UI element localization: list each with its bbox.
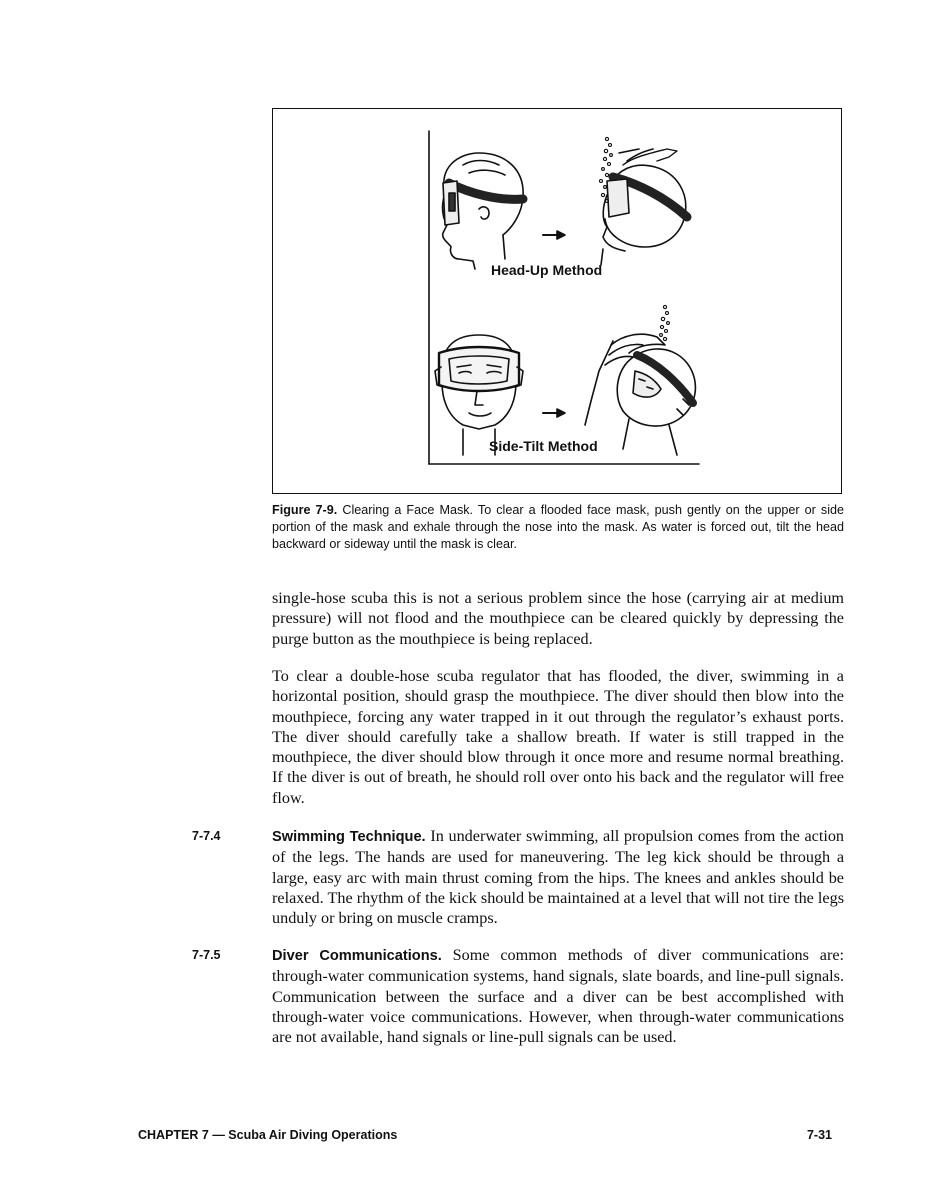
section-number: 7-7.4 [192,829,221,843]
side-tilt-front-head-icon [435,335,523,455]
head-up-method-label: Head-Up Method [491,262,603,278]
section-number: 7-7.5 [192,948,221,962]
head-up-profile-head-icon [443,153,524,269]
section-text: In underwater swimming, all propulsion comes from the action of the legs. The hands are used for maneuvering. The leg kick should be through a large, easy arc with main thrust coming from the hips. The knees and ankles should be relaxed. The rhythm of the kick should be maintained at a level that will not tire the legs unduly or bring on muscle cramps. [272,827,845,928]
footer-page-number: 7-31 [806,1128,832,1142]
footer-chapter: CHAPTER 7 — Scuba Air Diving Operations [138,1128,398,1142]
section-text: Some common methods of diver communications are: through-water communication systems, hand signals, slate boards, and line-pull signals. Communication between the surface and a diver can be best accomplished with through-water voice communications. However, when through-water communications are not available, hand signals or line-pull signals can be used. [272,946,845,1047]
figure-caption-text: Clearing a Face Mask. To clear a flooded face mask, push gently on the upper or side portion of the mask and exhale through the nose into the mask. As water is forced out, tilt the head backward or sideway until the mask is clear. [272,503,845,551]
body-paragraph-2: To clear a double-hose scuba regulator that has flooded, the diver, swimming in a horizontal position, should grasp the mouthpiece. The diver should then blow into the mouthpiece, forcing any water trapped in it out through the regulator’s exhaust ports. The diver should carefully take a shallow breath. If water is still trapped in the mouthpiece, the diver should blow through it once more and resume normal breathing. If the diver is out of breath, he should roll over onto his back and the regulator will free flow. [272,667,844,807]
section-heading: Swimming Technique. [272,829,426,845]
section-paragraph [272,945,844,1047]
section-heading: Diver Communications. [272,948,442,964]
section-paragraph [272,826,844,928]
figure-caption [272,502,844,553]
figure-frame [272,108,842,494]
side-tilt-method-label: Side-Tilt Method [489,438,598,454]
figure-caption-number: Figure 7-9. [272,503,338,517]
head-up-tilted-head-icon [601,149,687,265]
side-tilt-bubbles-icon [660,305,670,340]
side-tilt-tilted-head-icon [585,334,695,455]
body-paragraph-1: single-hose scuba this is not a serious problem since the hose (carrying air at medium pressure) will not flood and the mouthpiece can be cleared quickly by depressing the purge button as the mouthpiece is being replaced. [272,589,844,648]
